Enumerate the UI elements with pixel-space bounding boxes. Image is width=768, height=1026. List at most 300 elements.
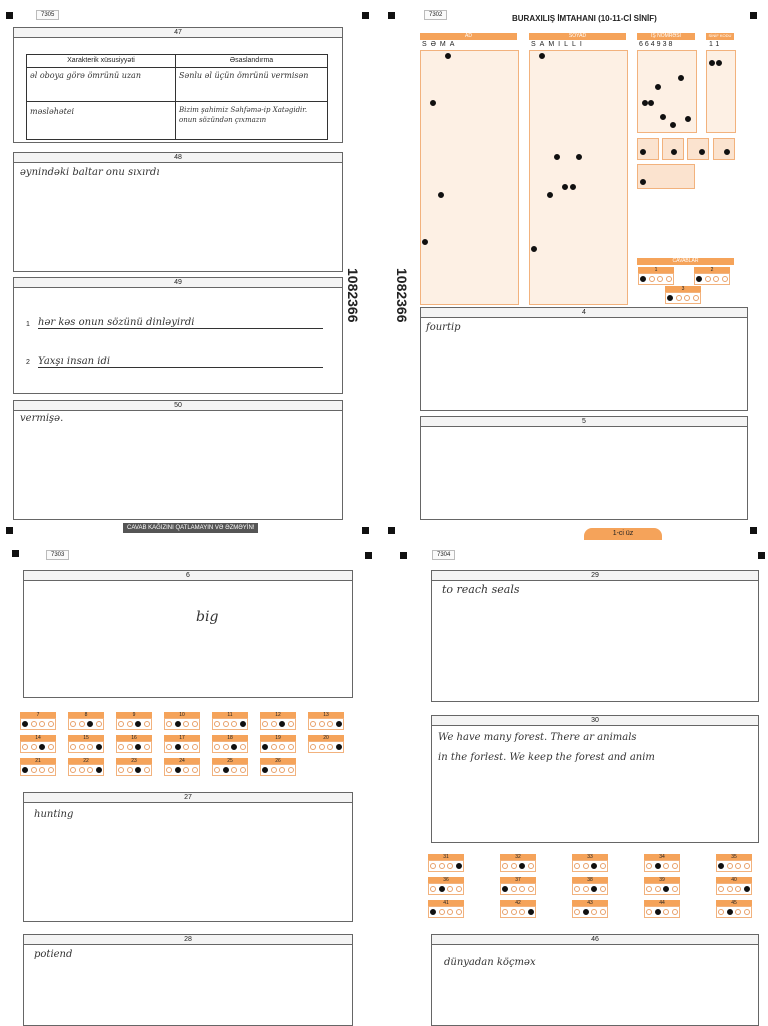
answer-bubble[interactable] xyxy=(214,721,220,727)
answer-bubble[interactable] xyxy=(240,744,246,750)
question-number: 50 xyxy=(14,401,342,411)
handwritten-answer: to reach seals xyxy=(442,583,520,596)
mc-number: 8 xyxy=(68,712,104,718)
question-number: 4 xyxy=(421,308,747,318)
answer-bubble[interactable] xyxy=(727,863,733,869)
answer-bubble[interactable] xyxy=(70,767,76,773)
handwritten-answer: Yaxşı insan idi xyxy=(38,356,323,368)
answer-bubble[interactable] xyxy=(591,909,597,915)
answer-bubble[interactable] xyxy=(240,721,246,727)
answer-bubble[interactable] xyxy=(166,744,172,750)
answer-bubble[interactable] xyxy=(135,744,141,750)
question-47-box xyxy=(13,27,343,143)
bubble-filled xyxy=(422,239,428,245)
mc-question-2: 2 xyxy=(694,267,730,284)
answer-bubble[interactable] xyxy=(439,863,445,869)
answer-bubble[interactable] xyxy=(447,886,453,892)
multiple-choice-grid xyxy=(20,712,360,782)
sheet-code: 7302 xyxy=(424,10,447,20)
answer-bubble[interactable] xyxy=(223,767,229,773)
table-divider xyxy=(27,101,327,102)
barcode-number: 1082366 xyxy=(394,268,410,323)
answer-bubble[interactable] xyxy=(447,909,453,915)
question-number: 27 xyxy=(24,793,352,803)
item-number: 2 xyxy=(26,359,30,366)
answer-bubble[interactable] xyxy=(744,886,750,892)
answer-bubble[interactable] xyxy=(591,863,597,869)
answer-bubble[interactable] xyxy=(87,744,93,750)
answer-bubble[interactable] xyxy=(583,886,589,892)
answer-bubble[interactable] xyxy=(663,863,669,869)
bubble-filled xyxy=(554,154,560,160)
answer-bubble[interactable] xyxy=(175,767,181,773)
corner-mark xyxy=(362,12,369,19)
question-28-box xyxy=(23,934,353,1026)
question-46-box xyxy=(431,934,759,1026)
answer-bubble[interactable] xyxy=(39,744,45,750)
answer-bubble[interactable] xyxy=(456,863,462,869)
mc-question-45 xyxy=(716,900,752,917)
mc-question-20 xyxy=(308,735,344,752)
mc-number: 33 xyxy=(572,854,608,860)
answer-bubble[interactable] xyxy=(727,909,733,915)
sheet-code: 7305 xyxy=(36,10,59,20)
answer-bubble[interactable] xyxy=(600,909,606,915)
answer-bubble[interactable] xyxy=(583,863,589,869)
mc-number: 39 xyxy=(644,877,680,883)
mc-number: 31 xyxy=(428,854,464,860)
mc-question-39 xyxy=(644,877,680,894)
handwritten-answer: əynindəki baltar onu sıxırdı xyxy=(20,167,160,178)
answer-bubble[interactable] xyxy=(127,721,133,727)
answer-bubble[interactable] xyxy=(279,721,285,727)
answer-bubble[interactable] xyxy=(183,721,189,727)
sheet-bottom-left xyxy=(0,540,384,1024)
corner-mark xyxy=(362,527,369,534)
answer-bubble[interactable] xyxy=(663,909,669,915)
question-4-box xyxy=(420,307,748,411)
answer-bubble[interactable] xyxy=(79,744,85,750)
is-label: İŞ NÖMRƏSİ xyxy=(637,33,695,40)
answer-bubble[interactable] xyxy=(655,886,661,892)
answer-bubble[interactable] xyxy=(744,909,750,915)
table-cell: əl oboya görə ömrünü uzan xyxy=(30,71,141,80)
answer-bubble[interactable] xyxy=(327,744,333,750)
answer-bubble[interactable] xyxy=(231,767,237,773)
sheet-code: 7304 xyxy=(432,550,455,560)
mc-number: 22 xyxy=(68,758,104,764)
mc-number: 9 xyxy=(116,712,152,718)
answer-bubble[interactable] xyxy=(672,886,678,892)
answer-bubble[interactable] xyxy=(231,744,237,750)
mc-question-11 xyxy=(212,712,248,729)
mc-number: 19 xyxy=(260,735,296,741)
soyad-label: SOYAD xyxy=(529,33,626,40)
answer-bubble[interactable] xyxy=(456,909,462,915)
justification-table xyxy=(26,54,328,140)
is-value: 664938 xyxy=(639,41,675,48)
mc-question-14 xyxy=(20,735,56,752)
answer-bubble[interactable] xyxy=(319,721,325,727)
answer-bubble[interactable] xyxy=(655,863,661,869)
bubble-filled xyxy=(562,184,568,190)
answer-bubble[interactable] xyxy=(223,721,229,727)
answer-bubble[interactable] xyxy=(48,721,54,727)
sheet-bottom-right xyxy=(384,540,768,1024)
answer-bubble[interactable] xyxy=(511,886,517,892)
mc-number: 14 xyxy=(20,735,56,741)
corner-mark xyxy=(758,552,765,559)
answer-bubble[interactable] xyxy=(519,909,525,915)
answer-bubble[interactable] xyxy=(327,721,333,727)
answer-bubble[interactable] xyxy=(87,767,93,773)
table-divider xyxy=(175,67,176,139)
bubble-filled xyxy=(640,179,646,185)
answer-bubble[interactable] xyxy=(574,863,580,869)
answer-bubble[interactable] xyxy=(31,767,37,773)
barcode-number: 1082366 xyxy=(345,268,361,323)
question-number: 46 xyxy=(432,935,758,945)
handwritten-answer-line1: We have many forest. There ar animals xyxy=(438,732,637,743)
mc-question-17 xyxy=(164,735,200,752)
answer-bubble[interactable] xyxy=(70,744,76,750)
mc-number: 15 xyxy=(68,735,104,741)
mc-number: 37 xyxy=(500,877,536,883)
handwritten-answer: vermişə. xyxy=(20,413,64,424)
answer-bubble[interactable] xyxy=(118,721,124,727)
bubble-filled xyxy=(655,84,661,90)
exam-title: BURAXILIŞ İMTAHANI (10-11-Cİ SİNİF) xyxy=(512,14,657,23)
answer-bubble[interactable] xyxy=(502,909,508,915)
mc-number: 34 xyxy=(644,854,680,860)
answer-bubble[interactable] xyxy=(144,744,150,750)
question-number: 28 xyxy=(24,935,352,945)
answer-bubble[interactable] xyxy=(672,863,678,869)
answer-bubble[interactable] xyxy=(118,767,124,773)
handwritten-answer-line2: in the forlest. We keep the forest and anim xyxy=(438,752,655,763)
ad-bubble-grid xyxy=(420,50,519,305)
answer-bubble[interactable] xyxy=(87,721,93,727)
answer-bubble[interactable] xyxy=(574,909,580,915)
answer-bubble[interactable] xyxy=(663,886,669,892)
sinif-value: 11 xyxy=(709,41,723,48)
item-number: 1 xyxy=(26,321,30,328)
corner-mark xyxy=(388,12,395,19)
mc-question-8 xyxy=(68,712,104,729)
answer-bubble[interactable] xyxy=(718,886,724,892)
question-29-box xyxy=(431,570,759,702)
soyad-bubble-grid xyxy=(529,50,628,305)
answer-bubble[interactable] xyxy=(175,744,181,750)
handwritten-answer: hər kəs onun sözünü dinləyirdi xyxy=(38,317,323,329)
bubble-filled xyxy=(670,122,676,128)
mc-question-24 xyxy=(164,758,200,775)
answer-bubble[interactable] xyxy=(271,767,277,773)
answer-bubble[interactable] xyxy=(279,744,285,750)
corner-mark xyxy=(12,550,19,557)
answer-bubble[interactable] xyxy=(192,721,198,727)
question-48-box xyxy=(13,152,343,272)
handwritten-answer: hunting xyxy=(34,809,74,820)
answer-bubble[interactable] xyxy=(718,909,724,915)
bubble-filled xyxy=(660,114,666,120)
corner-mark xyxy=(388,527,395,534)
bubble-filled xyxy=(531,246,537,252)
mc-number: 10 xyxy=(164,712,200,718)
mc-number: 7 xyxy=(20,712,56,718)
answer-bubble[interactable] xyxy=(271,744,277,750)
answer-bubble[interactable] xyxy=(646,863,652,869)
answer-bubble[interactable] xyxy=(439,909,445,915)
answer-bubble[interactable] xyxy=(502,863,508,869)
answer-bubble[interactable] xyxy=(672,909,678,915)
mc-question-3: 3 xyxy=(665,286,701,303)
answer-bubble[interactable] xyxy=(22,767,28,773)
mc-number: 21 xyxy=(20,758,56,764)
option-box-lang xyxy=(637,164,695,189)
answer-bubble[interactable] xyxy=(447,863,453,869)
answer-bubble[interactable] xyxy=(240,767,246,773)
answer-bubble[interactable] xyxy=(288,721,294,727)
mc-number: 18 xyxy=(212,735,248,741)
answer-bubble[interactable] xyxy=(39,767,45,773)
answer-bubble[interactable] xyxy=(135,767,141,773)
ad-value: SƏMA xyxy=(422,41,459,48)
answer-bubble[interactable] xyxy=(439,886,445,892)
answer-bubble[interactable] xyxy=(718,863,724,869)
answer-bubble[interactable] xyxy=(48,767,54,773)
answer-bubble[interactable] xyxy=(214,744,220,750)
answer-bubble[interactable] xyxy=(591,886,597,892)
table-header-characteristic: Xarakterik xüsusiyyəti xyxy=(27,55,176,68)
answer-bubble[interactable] xyxy=(600,886,606,892)
handwritten-answer: dünyadan köçməx xyxy=(444,957,536,968)
answer-bubble[interactable] xyxy=(655,909,661,915)
answer-bubble[interactable] xyxy=(502,886,508,892)
mc-question-16 xyxy=(116,735,152,752)
answer-bubble[interactable] xyxy=(310,744,316,750)
table-cell: Bizim şahimiz Səhfəmə-ip Xatəgidir. onun sözündən çıxmazın xyxy=(179,106,308,124)
answer-bubble[interactable] xyxy=(22,744,28,750)
answer-bubble[interactable] xyxy=(511,863,517,869)
mc-number: 36 xyxy=(428,877,464,883)
mc-number: 44 xyxy=(644,900,680,906)
mc-question-18 xyxy=(212,735,248,752)
answer-bubble[interactable] xyxy=(223,744,229,750)
answer-bubble[interactable] xyxy=(118,744,124,750)
answer-bubble[interactable] xyxy=(646,886,652,892)
mc-question-21 xyxy=(20,758,56,775)
mc-question-10 xyxy=(164,712,200,729)
mc-number: 17 xyxy=(164,735,200,741)
answer-bubble[interactable] xyxy=(214,767,220,773)
answer-bubble[interactable] xyxy=(183,744,189,750)
answer-bubble[interactable] xyxy=(430,909,436,915)
ad-label: AD xyxy=(420,33,517,40)
mc-question-36 xyxy=(428,877,464,894)
mc-question-43 xyxy=(572,900,608,917)
bubble-filled xyxy=(570,184,576,190)
answer-bubble[interactable] xyxy=(583,909,589,915)
answer-bubble[interactable] xyxy=(192,744,198,750)
answer-bubble[interactable] xyxy=(288,767,294,773)
page-side-tab: 1-ci üz xyxy=(584,528,662,540)
mc-question-19 xyxy=(260,735,296,752)
bubble-filled xyxy=(430,100,436,106)
bubble-filled xyxy=(685,116,691,122)
answer-bubble[interactable] xyxy=(519,886,525,892)
question-number: 49 xyxy=(14,278,342,288)
sheet-top-left xyxy=(0,0,384,540)
mc-question-35 xyxy=(716,854,752,871)
handwritten-answer: potiend xyxy=(34,949,73,960)
option-boxes xyxy=(637,138,737,158)
answer-bubble[interactable] xyxy=(336,744,342,750)
question-30-box xyxy=(431,715,759,843)
answer-bubble[interactable] xyxy=(96,744,102,750)
answer-bubble[interactable] xyxy=(144,721,150,727)
cavablar-label: CAVABLAR xyxy=(637,258,734,265)
mc-question-9 xyxy=(116,712,152,729)
answer-bubble[interactable] xyxy=(735,863,741,869)
corner-mark xyxy=(6,12,13,19)
answer-bubble[interactable] xyxy=(310,721,316,727)
answer-bubble[interactable] xyxy=(319,744,325,750)
mc-number: 13 xyxy=(308,712,344,718)
table-cell: Sənlu əl üçün ömrünü vermisən xyxy=(179,71,309,80)
mc-number: 38 xyxy=(572,877,608,883)
answer-bubble[interactable] xyxy=(519,863,525,869)
mc-question-40 xyxy=(716,877,752,894)
answer-bubble[interactable] xyxy=(31,744,37,750)
mc-question-37 xyxy=(500,877,536,894)
corner-mark xyxy=(400,552,407,559)
answer-bubble[interactable] xyxy=(336,721,342,727)
bubble-filled xyxy=(648,100,654,106)
mc-number: 12 xyxy=(260,712,296,718)
answer-bubble[interactable] xyxy=(430,863,436,869)
answer-bubble[interactable] xyxy=(175,721,181,727)
answer-bubble[interactable] xyxy=(528,886,534,892)
answer-bubble[interactable] xyxy=(600,863,606,869)
mc-number: 26 xyxy=(260,758,296,764)
soyad-value: SAMILLI xyxy=(531,41,586,48)
mc-question-44 xyxy=(644,900,680,917)
bubble-filled xyxy=(547,192,553,198)
answer-bubble[interactable] xyxy=(166,721,172,727)
answer-bubble[interactable] xyxy=(166,767,172,773)
bubble-filled xyxy=(438,192,444,198)
answer-bubble[interactable] xyxy=(48,744,54,750)
corner-mark xyxy=(750,527,757,534)
answer-bubble[interactable] xyxy=(744,863,750,869)
answer-bubble[interactable] xyxy=(135,721,141,727)
answer-bubble[interactable] xyxy=(39,721,45,727)
sheet-code: 7303 xyxy=(46,550,69,560)
question-number: 30 xyxy=(432,716,758,726)
answer-bubble[interactable] xyxy=(430,886,436,892)
question-49-box xyxy=(13,277,343,394)
question-6-box xyxy=(23,570,353,698)
answer-bubble[interactable] xyxy=(528,909,534,915)
question-27-box xyxy=(23,792,353,922)
mc-number: 11 xyxy=(212,712,248,718)
bubble-filled xyxy=(576,154,582,160)
answer-bubble[interactable] xyxy=(96,767,102,773)
mc-question-15 xyxy=(68,735,104,752)
mc-number: 24 xyxy=(164,758,200,764)
mc-question-1: 1 xyxy=(638,267,674,284)
corner-mark xyxy=(750,12,757,19)
mc-question-13 xyxy=(308,712,344,729)
answer-bubble[interactable] xyxy=(511,909,517,915)
sheet-top-right xyxy=(384,0,768,540)
answer-bubble[interactable] xyxy=(70,721,76,727)
answer-bubble[interactable] xyxy=(735,909,741,915)
answer-bubble[interactable] xyxy=(31,721,37,727)
bubble-filled xyxy=(445,53,451,59)
table-cell: məsləhətei xyxy=(30,107,75,116)
answer-bubble[interactable] xyxy=(456,886,462,892)
answer-bubble[interactable] xyxy=(127,744,133,750)
answer-bubble[interactable] xyxy=(22,721,28,727)
mc-number: 40 xyxy=(716,877,752,883)
mc-question-33 xyxy=(572,854,608,871)
mc-question-26 xyxy=(260,758,296,775)
answer-bubble[interactable] xyxy=(262,721,268,727)
answer-bubble[interactable] xyxy=(96,721,102,727)
warning-footer: CAVAB KAĞIZINI QATLAMAYIN VƏ ƏZMƏYİN! xyxy=(123,523,258,533)
question-5-box xyxy=(420,416,748,520)
bubble-filled xyxy=(709,60,715,66)
mc-question-38 xyxy=(572,877,608,894)
answer-bubble[interactable] xyxy=(262,767,268,773)
answer-bubble[interactable] xyxy=(79,721,85,727)
answer-bubble[interactable] xyxy=(183,767,189,773)
mc-question-42 xyxy=(500,900,536,917)
answer-bubble[interactable] xyxy=(727,886,733,892)
mc-number: 32 xyxy=(500,854,536,860)
answer-bubble[interactable] xyxy=(279,767,285,773)
answer-bubble[interactable] xyxy=(528,863,534,869)
answer-bubble[interactable] xyxy=(271,721,277,727)
bubble-filled xyxy=(716,60,722,66)
question-number: 29 xyxy=(432,571,758,581)
answer-bubble[interactable] xyxy=(192,767,198,773)
handwritten-answer: fourtip xyxy=(426,322,461,333)
answer-bubble[interactable] xyxy=(231,721,237,727)
answer-bubble[interactable] xyxy=(646,909,652,915)
handwritten-answer: big xyxy=(196,609,219,625)
question-number: 6 xyxy=(24,571,352,581)
answer-bubble[interactable] xyxy=(574,886,580,892)
mc-question-25 xyxy=(212,758,248,775)
answer-bubble[interactable] xyxy=(127,767,133,773)
answer-bubble[interactable] xyxy=(288,744,294,750)
answer-bubble[interactable] xyxy=(262,744,268,750)
answer-bubble[interactable] xyxy=(79,767,85,773)
mc-question-32 xyxy=(500,854,536,871)
corner-mark xyxy=(365,552,372,559)
answer-bubble[interactable] xyxy=(144,767,150,773)
mc-question-12 xyxy=(260,712,296,729)
corner-mark xyxy=(6,527,13,534)
answer-bubble[interactable] xyxy=(735,886,741,892)
mc-number: 43 xyxy=(572,900,608,906)
mc-question-41 xyxy=(428,900,464,917)
mc-number: 35 xyxy=(716,854,752,860)
mc-question-34 xyxy=(644,854,680,871)
